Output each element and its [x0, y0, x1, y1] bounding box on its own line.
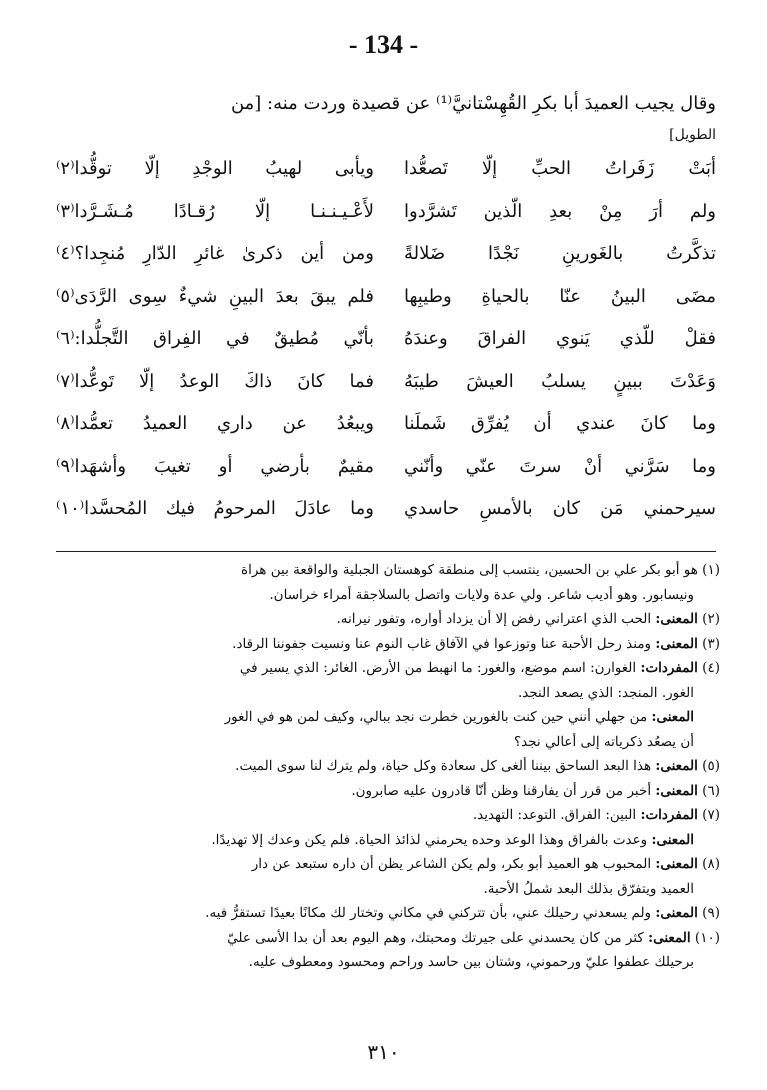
verse-first-hemistich: وما كانَ عندي أن يُفرِّق شَملَنا [404, 413, 716, 434]
footnote-text: الغور. المنجد: الذي يصعد النجد. [517, 684, 694, 701]
poem-verse [56, 371, 716, 414]
footnote-text: هذا البعد الساحق بيننا ألغى كل سعادة وكل حياة، ولم يترك لنا سوى الميت. [235, 758, 652, 774]
footnote-number: (٤) [702, 660, 720, 676]
verse-first-hemistich: سيرحمني مَن كان بالأمسِ حاسدي [404, 498, 716, 519]
verse-second-hemistich: وما عادَلَ المرحومُ فيك المُحسَّدا⁽١٠⁾ [56, 498, 374, 519]
footnote-line [56, 828, 720, 853]
footnote-line [56, 877, 720, 902]
footnote-text: أخبر من قرر أن يفارقنا وظن أنّا قادرون عليه صابرون. [351, 782, 652, 799]
poem-verse [56, 243, 716, 286]
footnote-line [56, 803, 720, 828]
footnote-text: من جهلي أنني حين كنت بالغورين خطرت نجد ببالي، وكيف لمن هو في الغور [224, 709, 648, 725]
footnote-line [56, 852, 720, 877]
footnote-number: (١٠) [694, 929, 720, 946]
footnote-text: كثر من كان يحسدني على جيرتك ومحبتك، وهم اليوم بعد أن بدا الأسى عليّ [227, 929, 644, 946]
footnote-number: (٨) [702, 856, 720, 872]
footnote-line [56, 754, 720, 779]
verse-second-hemistich: ومن أين ذكرىٰ غائرِ الدّارِ مُنجِدا؟⁽٤⁾ [56, 243, 374, 264]
verse-second-hemistich: ويأبى لهيبُ الوجْدِ إلّا توقُّدا⁽٢⁾ [56, 158, 374, 179]
footnote-label: المفردات: [640, 807, 698, 823]
poem-verse [56, 201, 716, 244]
footnote-label: المعنى: [655, 635, 698, 652]
meter-label: الطويل] [669, 127, 716, 143]
footnote-label: المعنى: [655, 782, 698, 799]
verse-second-hemistich: فما كانَ ذاكَ الوعدُ إلّا تَوعُّدا⁽٧⁾ [56, 370, 374, 392]
footnote-line [56, 607, 720, 632]
footnote-separator [56, 551, 716, 552]
verse-first-hemistich: تذكَّرتُ بالغَورينِ نَجْدًا ضَلالةً [404, 243, 716, 264]
footnote-label: المعنى: [655, 758, 698, 774]
verse-first-hemistich: وَعَدْتَ ببينٍ يسلبُ العيشَ طيبَهُ [404, 370, 716, 392]
footnote-line [56, 730, 720, 755]
footnote-text: هو أبو بكر علي بن الحسين، ينتسب إلى منطقة كوهستان الجبلية والواقعة بين هراة [241, 562, 698, 578]
verse-second-hemistich: مقيمٌ بأرضي أو تغيبَ وأشهَدا⁽٩⁾ [56, 455, 374, 477]
footnotes [56, 558, 720, 975]
poem-verse [56, 498, 716, 541]
verse-first-hemistich: مضَى البينُ عنّا بالحياةِ وطيبِها [404, 285, 716, 307]
footnote-line [56, 558, 720, 583]
footnote-text: ولم يسعدني رحيلك عني، بأن تتركني في مكاني وتختار لك مكانًا بعيدًا تستقرُّ فيه. [205, 905, 652, 921]
verse-second-hemistich: بأنّي مُطيقٌ في الفِراق التَّجلُّدا:⁽٦⁾ [56, 328, 374, 349]
footnote-label: المعنى: [655, 611, 698, 627]
footnote-text: وعدت بالفراق وهذا الوعد وحده يحرمني لذائذ الحياة. فلم يكن وعدك إلا تهديدًا. [211, 831, 648, 848]
poem-verse [56, 328, 716, 371]
footnote-number: (٧) [702, 807, 720, 823]
poem-verse [56, 286, 716, 329]
footnote-line [56, 656, 720, 681]
footnote-text: العميد ويتفرّق بذلك البعد شملُ الأحبة. [483, 880, 694, 897]
poem-introduction [56, 86, 716, 148]
footnote-label: المعنى: [651, 831, 694, 848]
footnote-number: (٢) [702, 611, 720, 627]
footnote-text: الغوارن: اسم موضع، والغور: ما انهبط من الأرض. الغائر: الذي يسير في [239, 660, 637, 676]
footnote-label: المعنى: [648, 929, 691, 946]
footnote-text: ونيسابور. وهو أديب شاعر. ولي عدة ولايات واتصل بالسلاجقة أمراء خراسان. [269, 586, 694, 603]
footnote-text: الحب الذي اعتراني رفض إلا أن يزداد أواره، وتفور نيرانه. [336, 611, 652, 627]
footnote-number: (٣) [702, 635, 720, 652]
footnote-line [56, 632, 720, 657]
verse-first-hemistich: فقلْ للّذي يَنوي الفراقَ وعندَهُ [404, 328, 716, 349]
footnote-text: أن يصعُد ذكرياته إلى أعالي نجد؟ [513, 733, 694, 750]
footnote-number: (٥) [702, 758, 720, 774]
footnote-line [56, 950, 720, 975]
footnote-line [56, 926, 720, 951]
footnote-label: المفردات: [640, 660, 698, 676]
footnote-label: المعنى: [655, 905, 698, 921]
footnote-line [56, 583, 720, 608]
poem-verse [56, 158, 716, 201]
footnote-text: المحبوب هو العميد أبو بكر، ولم يكن الشاعر يظن أن داره ستبعد عن دار [251, 856, 652, 872]
footnote-number: (٦) [702, 782, 720, 799]
footnote-number: (٩) [702, 905, 720, 921]
poem-verses [56, 158, 716, 541]
bottom-page-number: ٣١٠ [367, 1040, 400, 1064]
verse-second-hemistich: فلم يبقَ بعدَ البينِ شيءٌ سِوى الرَّدَى⁽٥⁾ [56, 285, 374, 307]
footnote-number: (١) [702, 562, 720, 578]
poem-verse [56, 413, 716, 456]
footnote-line [56, 681, 720, 706]
verse-first-hemistich: أبَتْ زَفَراتُ الحبِّ إلّا تَصعُّدا [404, 158, 716, 179]
verse-first-hemistich: ولم أرَ مِنْ بعدِ الّذين تَشرَّدوا [404, 200, 716, 222]
verse-second-hemistich: ويبعُدُ عن داري العميدُ تعمُّدا⁽٨⁾ [56, 413, 374, 434]
poem-verse [56, 456, 716, 499]
footnote-text: البين: الفراق. التوعد: التهديد. [472, 807, 637, 823]
footnote-line [56, 705, 720, 730]
footnote-line [56, 779, 720, 804]
footnote-line [56, 901, 720, 926]
footnote-text: ومنذ رحل الأحبة عنا وتوزعوا في الآفاق غاب النوم عنا ونسيت جفوننا الرقاد. [232, 635, 652, 652]
intro-text: وقال يجيب العميدَ أبا بكرِ القُهِسْتانيَّ⁽¹⁾ عن قصيدة وردت منه: [من [230, 93, 716, 114]
verse-second-hemistich: لأَعْـيـنـنـا إلّا رُقـادًا مُـشَـرَّدا⁽٣⁾ [56, 200, 374, 222]
page-number: - 134 - [348, 30, 419, 59]
footnote-text: برحيلك عطفوا عليّ ورحموني، وشتان بين حاسد وراحم ومحسود ومعطوف عليه. [248, 954, 694, 970]
footnote-label: المعنى: [655, 856, 698, 872]
verse-first-hemistich: وما سَرَّني أنْ سرتَ عنّي وأنّني [404, 455, 716, 477]
footnote-label: المعنى: [651, 709, 694, 725]
